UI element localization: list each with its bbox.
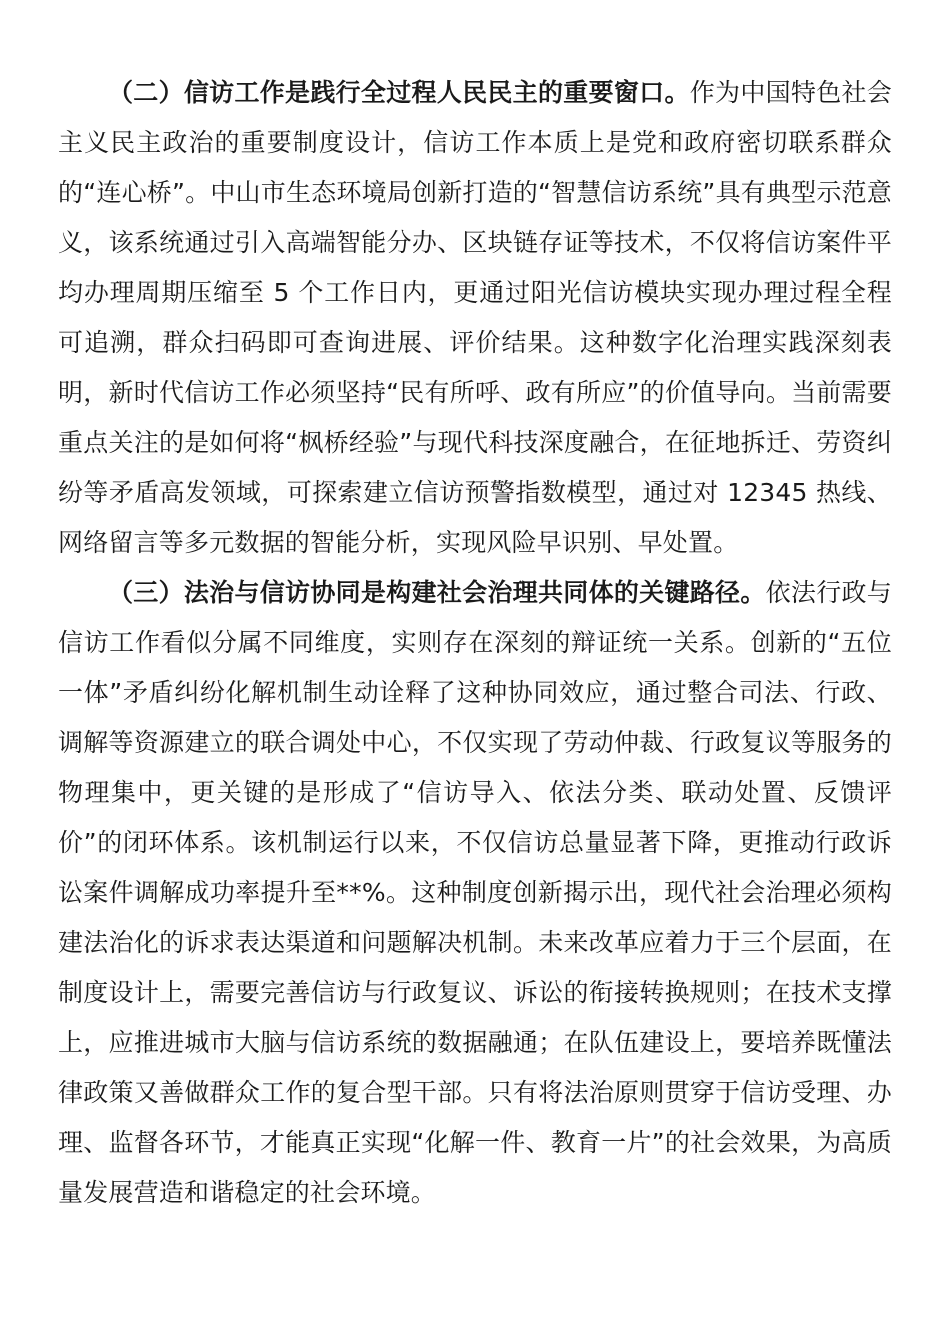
section-heading-2: （二）信访工作是践行全过程人民民主的重要窗口。 bbox=[108, 78, 690, 107]
document-body bbox=[58, 68, 892, 1218]
section-text-2: 作为中国特色社会主义民主政治的重要制度设计，信访工作本质上是党和政府密切联系群众的“连心桥”。中山市生态环境局创新打造的“智慧信访系统”具有典型示范意义，该系统通过引入高端智能分办、区块链存证等技术，不仅将信访案件平均办理周期压缩至 5 个工作日内，更通过阳光信访模块实现办理过程全程可追溯，群众扫码即可查询进展、评价结果。这种数字化治理实践深刻表明，新时代信访工作必须坚持“民有所呼、政有所应”的价值导向。当前需要重点关注的是如何将“枫桥经验”与现代科技深度融合，在征地拆迁、劳资纠纷等矛盾高发领域，可探索建立信访预警指数模型，通过对 12345 热线、网络留言等多元数据的智能分析，实现风险早识别、早处置。 bbox=[58, 78, 892, 557]
section-heading-3: （三）法治与信访协同是构建社会治理共同体的关键路径。 bbox=[108, 578, 766, 607]
paragraph-3 bbox=[58, 568, 892, 1218]
section-text-3: 依法行政与信访工作看似分属不同维度，实则存在深刻的辩证统一关系。创新的“五位一体”矛盾纠纷化解机制生动诠释了这种协同效应，通过整合司法、行政、调解等资源建立的联合调处中心，不仅实现了劳动仲裁、行政复议等服务的物理集中，更关键的是形成了“信访导入、依法分类、联动处置、反馈评价”的闭环体系。该机制运行以来，不仅信访总量显著下降，更推动行政诉讼案件调解成功率提升至**%。这种制度创新揭示出，现代社会治理必须构建法治化的诉求表达渠道和问题解决机制。未来改革应着力于三个层面，在制度设计上，需要完善信访与行政复议、诉讼的衔接转换规则；在技术支撑上，应推进城市大脑与信访系统的数据融通；在队伍建设上，要培养既懂法律政策又善做群众工作的复合型干部。只有将法治原则贯穿于信访受理、办理、监督各环节，才能真正实现“化解一件、教育一片”的社会效果，为高质量发展营造和谐稳定的社会环境。 bbox=[58, 578, 892, 1207]
paragraph-2 bbox=[58, 68, 892, 568]
